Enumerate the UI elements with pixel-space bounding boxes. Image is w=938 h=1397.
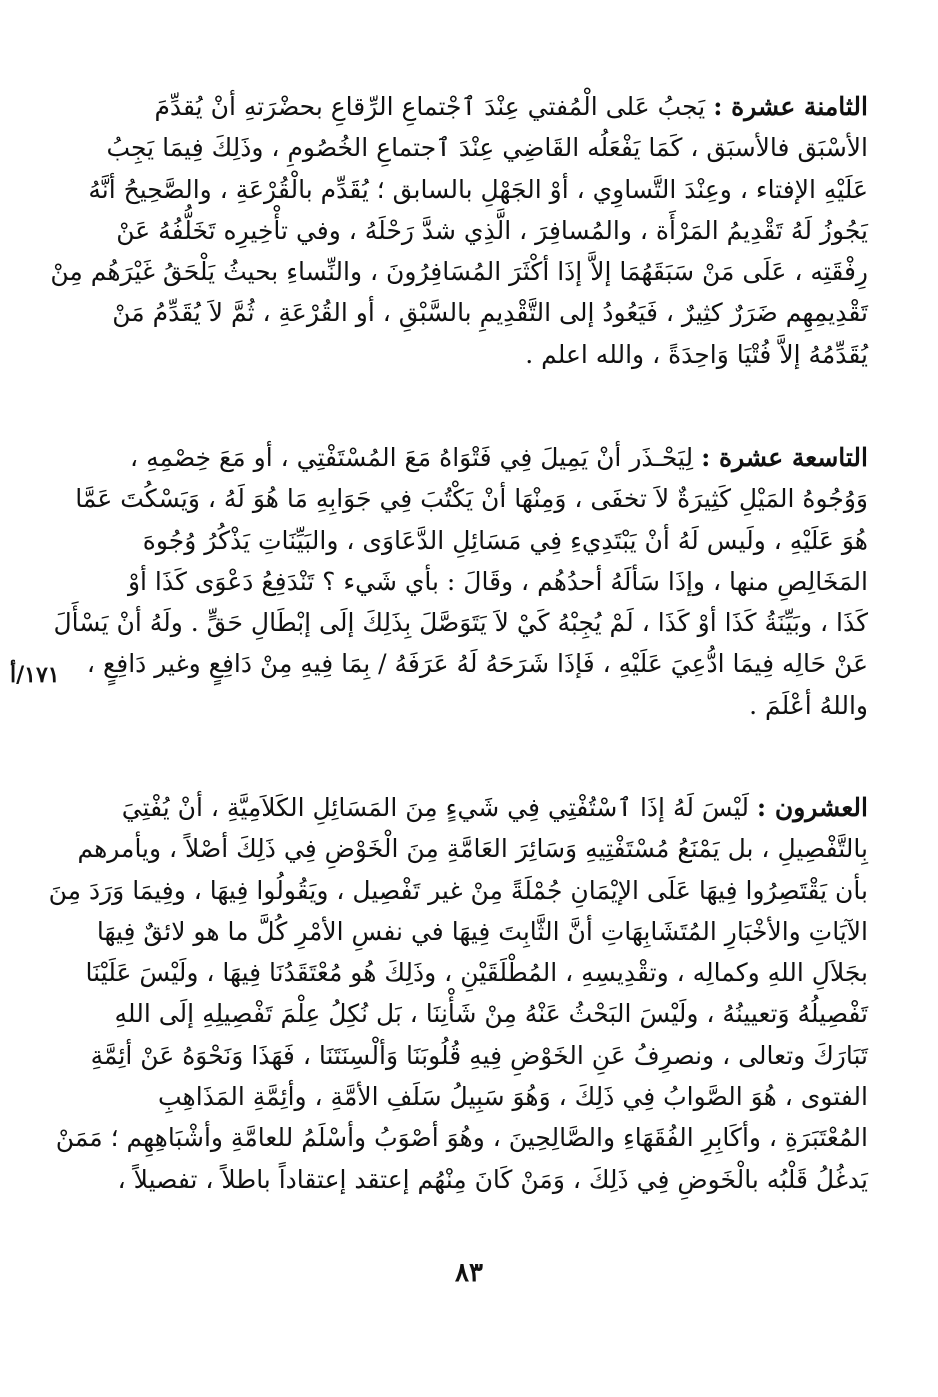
text-line: بجَلاَلِ اللهِ وكمالِه ، وتقْدِيسِهِ ، المُطْلَقَيْنِ ، وذَلِكَ هُو مُعْتَقَدُنَا فِيهَا ، ولَيْسَ عَلَيْنَا [85, 958, 868, 988]
text-line: العشرون : لَيْسَ لَهُ إذَا ٱسْتُفْتِي فِي شَيءٍ مِنَ المَسَائِلِ الكَلاَمِيَّةِ ، أنْ يُفْتِيَ [121, 793, 868, 822]
manuscript-folio-marker: ١٧١/أ [10, 662, 60, 688]
text-line: الثامنة عشرة : يَجبُ عَلى الْمُفتي عِنْدَ ٱجْتماعِ الرِّقاعِ بحضْرَتهِ أنْ يُقدِّمَ [154, 92, 868, 121]
text-line: كَذَا ، وبَيِّنَةُ كَذَا أوْ كَذَا ، لَمْ يُجِبْهُ كَيْ لاَ يَتَوَصَّلَ بِذَلِكَ إلَى إبْطَالِ حَقٍّ . ولَهُ أنْ يَسْأَلَ [53, 608, 868, 638]
text-line: وَوُجُوهُ المَيْلِ كَثِيرَةٌ لاَ تخفَى ، وَمِنْهَا أنْ يَكْتُبَ فِي جَوَابِهِ مَا هُوَ لَهُ ، وَيَسْكُتَ عَمَّا [75, 484, 868, 514]
paragraph-nineteenth [53, 437, 868, 726]
paragraph-heading: العشرون : [756, 793, 868, 822]
text-line: المَخَالِصِ منها ، وإذَا سَألَهُ أحدُهُم ، وقَالَ : بأي شَيء ؟ تَنْدَفِعُ دَعْوَى كَذَا أوْ [127, 566, 868, 596]
text-line: عَنْ حَالِه فِيمَا ادُّعِيَ عَلَيْهِ ، فَإذَا شَرَحَهُ لَهُ عَرَفَهُ / بِمَا فِيهِ مِنْ دَافِعٍ وغير دَافِعٍ ، [86, 649, 868, 679]
text-line: بأن يَقْتَصِرُوا فِيهَا عَلَى الإيْمَانِ جُمْلَةً مِنْ غير تَفْصِيل ، ويَقُولُوا فِيهَا ، وفِيمَا وَرَدَ مِنَ [48, 875, 868, 905]
text-line: الفتوى ، هُوَ الصَّوابُ فِي ذَلِكَ ، وَهُوَ سَبِيلُ سَلَفِ الأمَّةِ ، وأئِمَّةِ المَذَاهِبِ [158, 1082, 868, 1112]
paragraph-eighteenth [50, 86, 868, 375]
paragraph-twentieth [48, 787, 868, 1200]
text-line: التاسعة عشرة : لِيَحْـذَر أنْ يَمِيلَ فِي فَتْوَاهُ مَعَ المُسْتَفْتِي ، أو مَعَ خِصْمِهِ ، [130, 443, 868, 472]
paragraph-heading: التاسعة عشرة : [701, 443, 868, 472]
text-line: رِفْقَتِه ، عَلَى مَنْ سَبَقَهُمَا إلاَّ إذَا أكْثَرَ المُسَافِرُونَ ، والنِّساءِ بحيثُ يَلْحَقُ غَيْرَهُم مِنْ [50, 257, 868, 287]
text-line: تَبَارَكَ وتعالى ، ونصرِفُ عَنِ الخَوْضِ فِيهِ قُلُوبَنَا وَألْسِنَتَنَا ، فَهَذَا وَنَحْوَهُ عَنْ أئِمَّةِ [90, 1040, 868, 1070]
text-line: هُوَ عَلَيْهِ ، ولَيس لَهُ أنْ يَبْتَدِيءِ فِي مَسَائِلِ الدَّعَاوَى ، والبَيِّنَاتِ يَذْكُرُ وُجُوهَ [142, 525, 868, 555]
text-line: الآيَاتِ والأخْبَارِ المُتَشَابِهَاتِ أنَّ الثَّابِتَ فِيهَا في نفسِ الأمْرِ كُلَّ ما هو لائقٌ فِيهَا [96, 916, 868, 946]
text-line: تَفْصِيلُهُ وَتعيينُهُ ، ولَيْسَ البَحْثُ عَنْهُ مِنْ شَأْنِنَا ، بَل نُكِلُ عِلْمَ تَفْصِيلِهِ إلَى اللهِ [114, 999, 868, 1029]
text-line: يَدغُلُ قَلْبُه بالْخَوضِ فِي ذَلِكَ ، وَمَنْ كَانَ مِنْهُم إعتقد إعتقاداً باطلاً ، تفصيلاً ، [117, 1164, 868, 1194]
text-line: تَقْدِيمِهِم ضَرَرٌ كثِيرٌ ، فَيَعُودُ إلى التَّقْدِيمِ بالسَّبْقِ ، أو القُرْعَةِ ، ثُمَّ لاَ يُقَدِّمُ مَنْ [112, 298, 868, 328]
text-line: يَجُوزُ لَهُ تَقْدِيمُ المَرْأَة ، والمُسافِرَ ، الَّذِي شدَّ رَحْلَهُ ، وفي تأْخِيرِه تَخَلُّفُهُ عَنْ [116, 215, 868, 245]
paragraph-heading: الثامنة عشرة : [713, 92, 868, 121]
text-line: يُقَدِّمُهُ إلاَّ فُتْيَا وَاحِدَةً ، والله اعلم . [525, 339, 868, 369]
text-line: الأسْبَق فالأسبَق ، كَمَا يَفْعَلُه القَاضِي عِنْدَ ٱجتماعِ الخُصُومِ ، وذَلِكَ فِيمَا يَجِبُ [106, 133, 868, 163]
text-line: بِالتَّفْصِيلِ ، بل يَمْنَعُ مُسْتَفْتِيهِ وَسَائِرَ العَامَّةِ مِنَ الْخَوْضِ فِي ذَلِكَ أصْلاً ، ويأمرهم [77, 834, 868, 864]
page-number: ٨٣ [455, 1258, 483, 1288]
text-line: المُعْتَبَرَةِ ، وأكَابِرِ الفُقَهَاءِ والصَّالِحِينَ ، وهُوَ أصْوَبُ وأسْلَمُ للعامَّةِ وأشْبَاهِهِم ؛ مَمَنْ [55, 1123, 868, 1153]
text-line: واللهُ أعْلَمَ . [749, 690, 868, 720]
text-line: عَلَيْهِ الإفتاء ، وعِنْدَ التَّساوِي ، أوْ الجَهْلِ بالسابق ؛ يُقَدِّم بالْقُرْعَةِ ، والصَّحِيحُ أنَّهُ [88, 174, 868, 204]
